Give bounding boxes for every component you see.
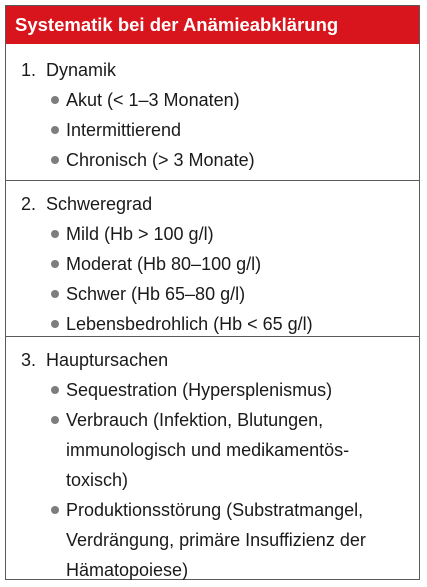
bullet-icon (51, 126, 59, 134)
list-item (51, 375, 411, 405)
item-list (21, 375, 411, 585)
list-item (51, 405, 411, 495)
item-text: Lebensbedrohlich (Hb < 65 g/l) (66, 314, 313, 334)
section-title: Hauptursachen (46, 350, 169, 370)
section-number: 2. (21, 194, 37, 214)
bullet-icon (51, 416, 59, 424)
bullet-icon (51, 96, 59, 104)
item-text: Chronisch (> 3 Monate) (66, 150, 255, 170)
list-item (51, 145, 411, 175)
section-dynamik (6, 44, 419, 180)
list-item (51, 495, 411, 585)
section-heading (21, 345, 411, 375)
item-text: Mild (Hb > 100 g/l) (66, 224, 214, 244)
item-list (21, 219, 411, 339)
list-item (51, 279, 411, 309)
item-text: Schwer (Hb 65–80 g/l) (66, 284, 246, 304)
bullet-icon (51, 320, 59, 328)
section-heading (21, 189, 411, 219)
bullet-icon (51, 506, 59, 514)
bullet-icon (51, 386, 59, 394)
bullet-icon (51, 230, 59, 238)
box-title: Systematik bei der Anämieabklärung (6, 6, 419, 44)
item-text: Intermittierend (66, 120, 182, 140)
list-item (51, 249, 411, 279)
item-text: Sequestration (Hypersplenismus) (66, 380, 333, 400)
section-number: 1. (21, 60, 37, 80)
item-list (21, 85, 411, 175)
item-text: Produktionsstörung (Substratmangel, Verdrängung, primäre Insuffizienz der Hämatopoiese) (66, 500, 366, 580)
section-schweregrad (6, 180, 419, 336)
list-item (51, 219, 411, 249)
bullet-icon (51, 260, 59, 268)
info-box (5, 5, 420, 580)
bullet-icon (51, 290, 59, 298)
list-item (51, 115, 411, 145)
section-number: 3. (21, 350, 37, 370)
list-item (51, 309, 411, 339)
list-item (51, 85, 411, 115)
item-text: Verbrauch (Infektion, Blutungen, immunologisch und medikamentös-toxisch) (66, 410, 350, 490)
section-title: Schweregrad (46, 194, 153, 214)
section-hauptursachen (6, 336, 419, 581)
bullet-icon (51, 156, 59, 164)
item-text: Akut (< 1–3 Monaten) (66, 90, 240, 110)
item-text: Moderat (Hb 80–100 g/l) (66, 254, 262, 274)
section-title: Dynamik (46, 60, 117, 80)
section-heading (21, 55, 411, 85)
